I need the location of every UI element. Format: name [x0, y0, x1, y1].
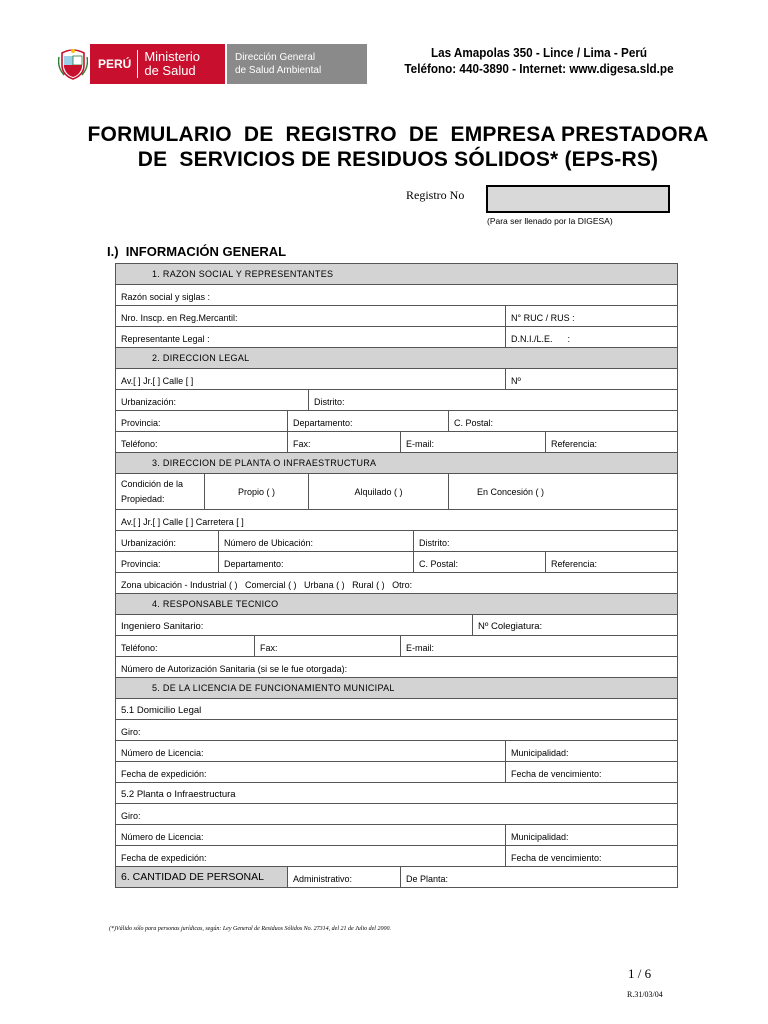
legal-provincia-field[interactable]: Provincia:: [116, 411, 288, 432]
legal-referencia-field[interactable]: Referencia:: [546, 432, 678, 453]
plant-address-street-field[interactable]: Av.[ ] Jr.[ ] Calle [ ] Carretera [ ]: [116, 510, 678, 531]
legal-urbanizacion-field[interactable]: Urbanización:: [116, 390, 309, 411]
plant-departamento-field[interactable]: Departamento:: [219, 552, 414, 573]
plant-distrito-field[interactable]: Distrito:: [414, 531, 678, 552]
revision-code: R.31/03/04: [627, 990, 663, 999]
ministry-line2: de Salud: [144, 63, 196, 78]
autorizacion-sanitaria-field[interactable]: Número de Autorización Sanitaria (si se le fue otorgada):: [116, 657, 678, 678]
section-6-header: 6. CANTIDAD DE PERSONAL: [116, 867, 288, 888]
registration-form-table: [115, 263, 678, 888]
representante-legal-field[interactable]: Representante Legal :: [116, 327, 506, 348]
plant-postal-field[interactable]: C. Postal:: [414, 552, 546, 573]
registro-label: Registro No: [406, 188, 465, 202]
ruc-field[interactable]: N° RUC / RUS :: [506, 306, 678, 327]
tecnico-fax-field[interactable]: Fax:: [255, 636, 401, 657]
plant-numero-ubicacion-field[interactable]: Número de Ubicación:: [219, 531, 414, 552]
plant-urbanizacion-field[interactable]: Urbanización:: [116, 531, 219, 552]
form-title: [68, 122, 728, 172]
legal-fax-field[interactable]: Fax:: [288, 432, 401, 453]
direction-logo: [227, 44, 367, 84]
phone-internet: Teléfono: 440-3890 - Internet: www.digesa.sld.pe: [404, 61, 674, 76]
ministry-line1: Ministerio: [144, 49, 200, 64]
condicion-line2: Propiedad:: [121, 493, 165, 504]
zona-ubicacion-field[interactable]: Zona ubicación - Industrial ( ) Comercial ( ) Urbana ( ) Rural ( ) Otro:: [116, 573, 678, 594]
razon-social-field[interactable]: Razón social y siglas :: [116, 285, 678, 306]
coat-of-arms-icon: [56, 44, 90, 84]
domicilio-giro-field[interactable]: Giro:: [116, 720, 678, 741]
nro-inscripcion-field[interactable]: Nro. Inscp. en Reg.Mercantil:: [116, 306, 506, 327]
colegiatura-field[interactable]: Nº Colegiatura:: [473, 615, 678, 636]
page-number: 1 / 6: [628, 966, 652, 981]
section-4-header: 4. RESPONSABLE TECNICO: [116, 594, 678, 615]
domicilio-municipalidad-field[interactable]: Municipalidad:: [506, 741, 678, 762]
ministry-name: [138, 50, 200, 78]
planta-num-licencia-field[interactable]: Número de Licencia:: [116, 825, 506, 846]
section-5-header: 5. DE LA LICENCIA DE FUNCIONAMIENTO MUNICIPAL: [116, 678, 678, 699]
domicilio-legal-subheader: 5.1 Domicilio Legal: [116, 699, 678, 720]
propio-option[interactable]: Propio ( ): [205, 474, 309, 510]
tecnico-telefono-field[interactable]: Teléfono:: [116, 636, 255, 657]
tecnico-email-field[interactable]: E-mail:: [401, 636, 678, 657]
domicilio-fecha-vencimiento-field[interactable]: Fecha de vencimiento:: [506, 762, 678, 783]
section-3-header: 3. DIRECCION DE PLANTA O INFRAESTRUCTURA: [116, 453, 678, 474]
title-line2: DE SERVICIOS DE RESIDUOS SÓLIDOS* (EPS-RS): [137, 148, 659, 171]
concesion-option[interactable]: En Concesión ( ): [449, 474, 678, 510]
footnote: (*)Válido sólo para personas jurídicas, según: Ley General de Residuos Sólidos No. 27314, del 21 de Julio del 2000.: [109, 926, 391, 932]
section-2-header: 2. DIRECCION LEGAL: [116, 348, 678, 369]
legal-telefono-field[interactable]: Teléfono:: [116, 432, 288, 453]
planta-subheader: 5.2 Planta o Infraestructura: [116, 783, 678, 804]
section-title: I.) INFORMACIÓN GENERAL: [107, 244, 287, 259]
title-line1: FORMULARIO DE REGISTRO DE EMPRESA PRESTADORA: [87, 123, 709, 146]
ministry-logo: [90, 44, 225, 84]
domicilio-fecha-expedicion-field[interactable]: Fecha de expedición:: [116, 762, 506, 783]
alquilado-option[interactable]: Alquilado ( ): [309, 474, 449, 510]
personal-administrativo-field[interactable]: Administrativo:: [288, 867, 401, 888]
registro-note: (Para ser llenado por la DIGESA): [487, 216, 613, 226]
planta-giro-field[interactable]: Giro:: [116, 804, 678, 825]
planta-fecha-expedicion-field[interactable]: Fecha de expedición:: [116, 846, 506, 867]
legal-address-number-field[interactable]: Nº: [506, 369, 678, 390]
dni-field[interactable]: D.N.I./L.E. :: [506, 327, 678, 348]
direction-line2: de Salud Ambiental: [235, 65, 322, 76]
plant-provincia-field[interactable]: Provincia:: [116, 552, 219, 573]
personal-planta-field[interactable]: De Planta:: [401, 867, 678, 888]
legal-address-street-field[interactable]: Av.[ ] Jr.[ ] Calle [ ]: [116, 369, 506, 390]
legal-postal-field[interactable]: C. Postal:: [449, 411, 678, 432]
header-logos: [56, 44, 367, 84]
domicilio-num-licencia-field[interactable]: Número de Licencia:: [116, 741, 506, 762]
plant-referencia-field[interactable]: Referencia:: [546, 552, 678, 573]
peru-label: PERÚ: [90, 50, 138, 78]
legal-departamento-field[interactable]: Departamento:: [288, 411, 449, 432]
contact-info: [401, 45, 676, 77]
address: Las Amapolas 350 - Lince / Lima - Perú: [430, 45, 648, 60]
planta-fecha-vencimiento-field[interactable]: Fecha de vencimiento:: [506, 846, 678, 867]
section-1-header: 1. RAZON SOCIAL Y REPRESENTANTES: [116, 264, 678, 285]
legal-distrito-field[interactable]: Distrito:: [309, 390, 678, 411]
registro-input[interactable]: [486, 185, 670, 213]
condicion-line1: Condición de la: [121, 478, 184, 489]
direction-line1: Dirección General: [235, 52, 316, 63]
planta-municipalidad-field[interactable]: Municipalidad:: [506, 825, 678, 846]
legal-email-field[interactable]: E-mail:: [401, 432, 546, 453]
condicion-propiedad-label: [116, 474, 205, 510]
ingeniero-sanitario-field[interactable]: Ingeniero Sanitario:: [116, 615, 473, 636]
